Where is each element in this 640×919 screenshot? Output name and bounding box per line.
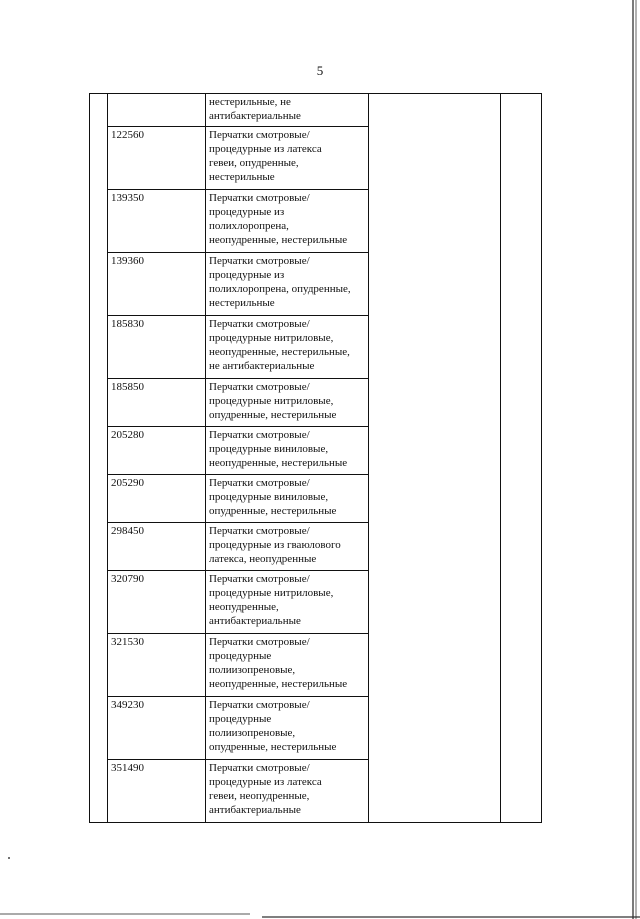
code-cell: 185830 <box>108 315 206 378</box>
code-cell <box>108 94 206 127</box>
description-cell: Перчатки смотровые/ процедурные полиизопреновые, опудренные, нестерильные <box>206 696 369 759</box>
description-cell: Перчатки смотровые/ процедурные из латекса гевеи, опудренные, нестерильные <box>206 126 369 189</box>
description-cell: Перчатки смотровые/ процедурные нитриловые, неопудренные, нестерильные, не антибактериальные <box>206 315 369 378</box>
description-cell: Перчатки смотровые/ процедурные полиизопреновые, неопудренные, нестерильные <box>206 633 369 696</box>
code-cell: 205290 <box>108 474 206 522</box>
code-cell: 122560 <box>108 126 206 189</box>
description-cell: Перчатки смотровые/ процедурные нитриловые, неопудренные, антибактериальные <box>206 570 369 633</box>
code-cell: 139350 <box>108 189 206 252</box>
empty-cell <box>501 94 542 823</box>
scan-speck <box>8 857 10 859</box>
code-cell: 205280 <box>108 426 206 474</box>
page-number: 5 <box>316 63 324 78</box>
code-cell: 139360 <box>108 252 206 315</box>
table-body <box>90 94 542 823</box>
code-cell: 321530 <box>108 633 206 696</box>
description-cell: Перчатки смотровые/ процедурные из гваюлового латекса, неопудренные <box>206 522 369 570</box>
code-cell: 185850 <box>108 378 206 426</box>
code-cell: 351490 <box>108 759 206 822</box>
description-cell: нестерильные, не антибактериальные <box>206 94 369 127</box>
row-margin-cell <box>90 94 108 823</box>
description-cell: Перчатки смотровые/ процедурные из латекса гевеи, неопудренные, антибактериальные <box>206 759 369 822</box>
gloves-table <box>89 93 542 823</box>
table-row <box>90 94 542 127</box>
code-cell: 298450 <box>108 522 206 570</box>
code-cell: 349230 <box>108 696 206 759</box>
empty-cell <box>369 94 501 823</box>
description-cell: Перчатки смотровые/ процедурные нитриловые, опудренные, нестерильные <box>206 378 369 426</box>
description-cell: Перчатки смотровые/ процедурные из полихлоропрена, опудренные, нестерильные <box>206 252 369 315</box>
code-cell: 320790 <box>108 570 206 633</box>
description-cell: Перчатки смотровые/ процедурные виниловые, опудренные, нестерильные <box>206 474 369 522</box>
description-cell: Перчатки смотровые/ процедурные из полихлоропрена, неопудренные, нестерильные <box>206 189 369 252</box>
description-cell: Перчатки смотровые/ процедурные виниловые, неопудренные, нестерильные <box>206 426 369 474</box>
